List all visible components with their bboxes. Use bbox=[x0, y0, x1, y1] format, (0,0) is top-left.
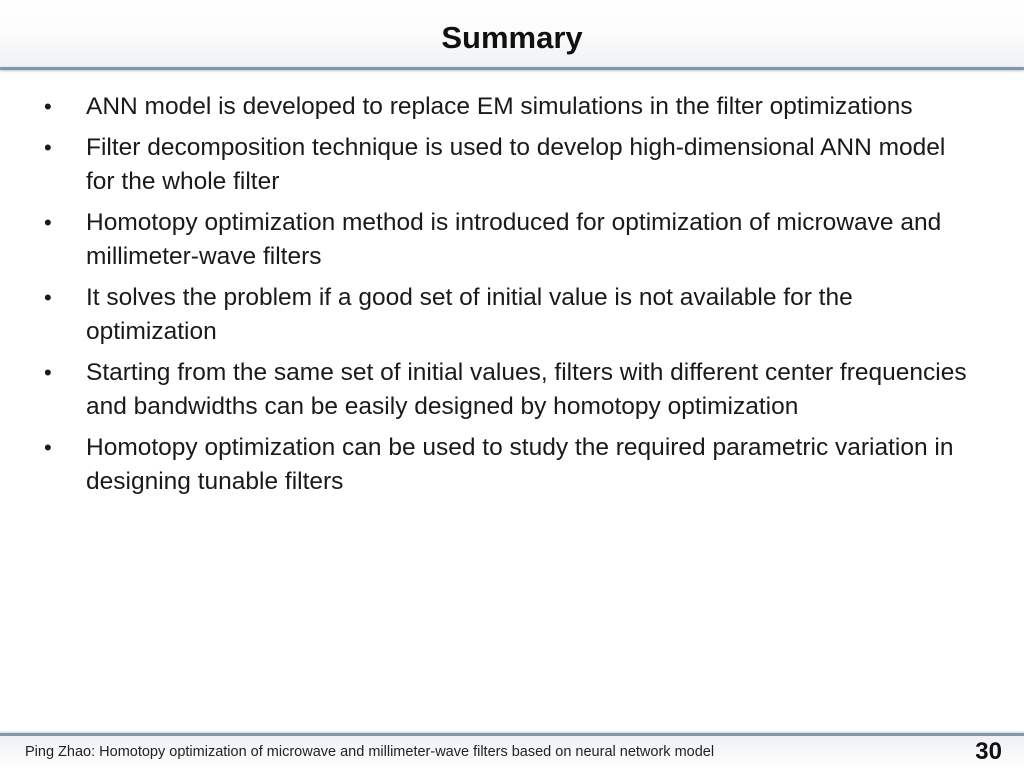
bullet-item bbox=[40, 90, 980, 124]
bullet-dot: • bbox=[44, 135, 52, 160]
bullet-dot: • bbox=[44, 94, 52, 119]
bullet-dot: • bbox=[44, 285, 52, 310]
bullet-list bbox=[40, 90, 980, 506]
bullet-item bbox=[40, 281, 980, 349]
header-divider bbox=[0, 67, 1024, 70]
bullet-dot: • bbox=[44, 360, 52, 385]
footer-citation: Ping Zhao: Homotopy optimization of microwave and millimeter-wave filters based on neural network model bbox=[25, 744, 715, 760]
bullet-item bbox=[40, 131, 980, 199]
slide-title: Summary bbox=[441, 20, 583, 55]
bullet-text: Filter decomposition technique is used to develop high-dimensional ANN model for the whole filter bbox=[86, 134, 946, 195]
bullet-item bbox=[40, 431, 980, 499]
bullet-text: Homotopy optimization can be used to study the required parametric variation in designing tunable filters bbox=[86, 434, 954, 495]
bullet-dot: • bbox=[44, 210, 52, 235]
bullet-text: It solves the problem if a good set of initial value is not available for the optimization bbox=[86, 284, 853, 345]
bullet-text: ANN model is developed to replace EM simulations in the filter optimizations bbox=[86, 93, 913, 120]
page-number: 30 bbox=[975, 738, 1002, 765]
bullet-item bbox=[40, 356, 980, 424]
bullet-item bbox=[40, 206, 980, 274]
bullet-text: Homotopy optimization method is introduced for optimization of microwave and millimeter-wave filters bbox=[86, 209, 942, 270]
bullet-text: Starting from the same set of initial values, filters with different center frequencies and bandwidths can be easily designed by homotopy optimization bbox=[86, 359, 967, 420]
bullet-dot: • bbox=[44, 435, 52, 460]
